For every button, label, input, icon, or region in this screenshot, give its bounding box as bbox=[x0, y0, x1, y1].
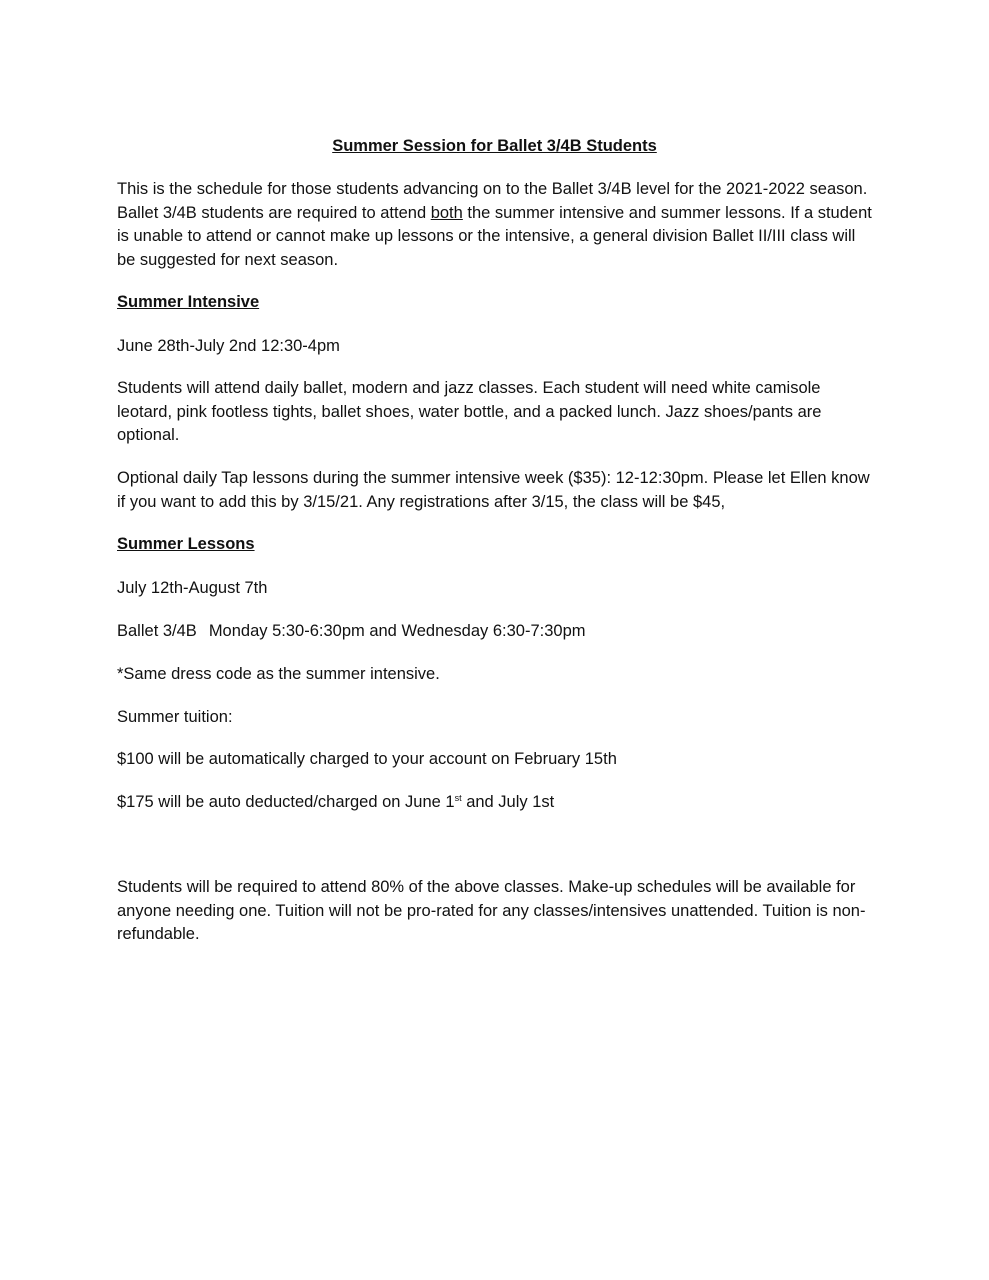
charge2-superscript: st bbox=[454, 793, 462, 803]
lessons-dates: July 12th-August 7th bbox=[117, 579, 268, 597]
intro-emphasis: both bbox=[430, 203, 463, 222]
intro-text-part2: the summer intensive and summer lessons. If a student is unable to attend or cannot make up lessons or the intensive, a general division Ballet II/III class will be suggested for next season. bbox=[117, 203, 872, 269]
intensive-heading: Summer Intensive bbox=[117, 293, 260, 311]
class-name: Ballet 3/4B bbox=[117, 622, 197, 640]
intensive-description: Students will attend daily ballet, modern and jazz classes. Each student will need white camisole leotard, pink footless tights, ballet shoes, water bottle, and a packed lunch. Jazz shoes/pants are optional. bbox=[117, 379, 822, 444]
intro-text-part1: This is the schedule for those students advancing on to the Ballet 3/4B level for the 2021-2022 season. Ballet 3/4B students are required to attend bbox=[117, 180, 868, 222]
class-times: Monday 5:30-6:30pm and Wednesday 6:30-7:30pm bbox=[208, 622, 586, 640]
charge2-text-a: $175 will be auto deducted/charged on June 1 bbox=[117, 793, 455, 811]
tap-lessons-note: Optional daily Tap lessons during the summer intensive week ($35): 12-12:30pm. Please let Ellen know if you want to add this by 3/15/21. Any registrations after 3/15, the class will be $45, bbox=[117, 469, 870, 511]
attendance-policy: Students will be required to attend 80% of the above classes. Make-up schedules will be available for anyone needing one. Tuition will not be pro-rated for any classes/intensives unattended. Tuition is non-refundable. bbox=[117, 878, 866, 943]
tuition-charge-1: $100 will be automatically charged to your account on February 15th bbox=[117, 750, 617, 768]
dress-code-note: *Same dress code as the summer intensive. bbox=[117, 665, 440, 683]
lessons-heading: Summer Lessons bbox=[117, 535, 255, 553]
tuition-charge-2 bbox=[117, 791, 877, 815]
lessons-class-line bbox=[117, 620, 877, 644]
tuition-label: Summer tuition: bbox=[117, 708, 233, 726]
intensive-dates: June 28th-July 2nd 12:30-4pm bbox=[117, 337, 340, 355]
charge2-text-b: and July 1st bbox=[461, 793, 555, 811]
document-title: Summer Session for Ballet 3/4B Students bbox=[332, 137, 657, 155]
intro-paragraph bbox=[117, 178, 877, 272]
